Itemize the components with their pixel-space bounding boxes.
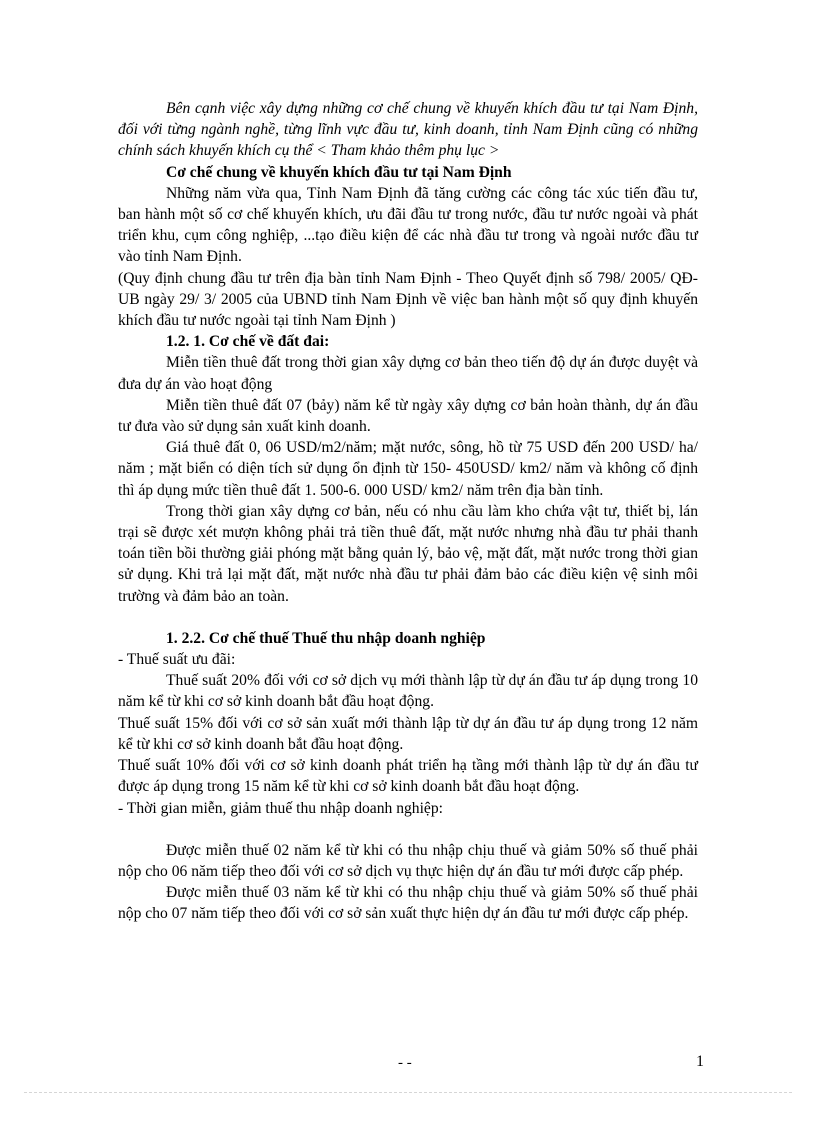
- spacer: [118, 819, 698, 840]
- paragraph: Miễn tiền thuê đất 07 (bảy) năm kể từ ngày xây dựng cơ bản hoàn thành, dự án đầu tư đưa vào sử dụng sản xuất kinh doanh.: [118, 396, 698, 436]
- page-bottom-divider: [24, 1092, 792, 1093]
- paragraph: Những năm vừa qua, Tỉnh Nam Định đã tăng cường các công tác xúc tiến đầu tư, ban hành một số cơ chế khuyến khích, ưu đãi đầu tư trong nước, đầu tư nước ngoài và phát triển khu, cụm công nghiệp, ...tạo điều kiện để các nhà đầu tư trong và ngoài nước đầu tư vào tỉnh Nam Định.: [118, 184, 698, 266]
- paragraph: Giá thuê đất 0, 06 USD/m2/năm; mặt nước, sông, hồ từ 75 USD đến 200 USD/ ha/ năm ; mặt biển có diện tích sử dụng ổn định từ 150- 450USD/ km2/ năm và không cố định thì áp dụng mức tiền thuê đất 1. 500-6. 000 USD/ km2/ năm trên địa bàn tỉnh.: [118, 439, 698, 499]
- intro-paragraph: Bên cạnh việc xây dựng những cơ chế chung về khuyến khích đầu tư tại Nam Định, đối với từng ngành nghề, từng lĩnh vực đầu tư, kinh doanh, tỉnh Nam Định cũng có những chính sách khuyến khích cụ thể < Tham khảo thêm phụ lục >: [118, 100, 698, 160]
- paragraph-regulation-note: (Quy định chung đầu tư trên địa bàn tỉnh Nam Định - Theo Quyết định số 798/ 2005/ QĐ-UB ngày 29/ 3/ 2005 của UBND tỉnh Nam Định về việc ban hành một số quy định khuyến khích đầu tư nước ngoài tại tỉnh Nam Định ): [118, 269, 698, 330]
- paragraph: Được miễn thuế 02 năm kể từ khi có thu nhập chịu thuế và giảm 50% số thuế phải nộp cho 06 năm tiếp theo đối với cơ sở dịch vụ thực hiện dự án đầu tư mới được cấp phép.: [118, 841, 698, 880]
- list-item-tax-incentive: - Thuế suất ưu đãi:: [118, 651, 236, 669]
- section-heading-general: Cơ chế chung về khuyến khích đầu tư tại Nam Định: [166, 163, 512, 181]
- page-number: 1: [696, 1053, 704, 1070]
- section-heading-land: 1.2. 1. Cơ chế về đất đai:: [166, 333, 330, 351]
- paragraph: Được miễn thuế 03 năm kể từ khi có thu nhập chịu thuế và giảm 50% số thuế phải nộp cho 07 năm tiếp theo đối với cơ sở sản xuất thực hiện dự án đầu tư mới được cấp phép.: [118, 884, 698, 923]
- spacer: [118, 607, 698, 628]
- list-item-tax-exemption: - Thời gian miễn, giảm thuế thu nhập doanh nghiệp:: [118, 799, 443, 817]
- paragraph: Miễn tiền thuê đất trong thời gian xây dựng cơ bản theo tiến độ dự án được duyệt và đưa dự án vào hoạt động: [118, 354, 698, 393]
- paragraph: Thuế suất 15% đối với cơ sở sản xuất mới thành lập từ dự án đầu tư áp dụng trong 12 năm kể từ khi cơ sở kinh doanh bắt đầu hoạt động.: [118, 714, 698, 753]
- paragraph: Thuế suất 20% đối với cơ sở dịch vụ mới thành lập từ dự án đầu tư áp dụng trong 10 năm kể từ khi cơ sở kinh doanh bắt đầu hoạt động.: [118, 672, 698, 711]
- footer-center-mark: - -: [398, 1055, 412, 1071]
- document-body: [118, 98, 698, 925]
- paragraph: Thuế suất 10% đối với cơ sở kinh doanh phát triển hạ tầng mới thành lập từ dự án đầu tư được áp dụng trong 15 năm kể từ khi cơ sở kinh doanh bắt đầu hoạt động.: [118, 757, 698, 796]
- section-heading-tax: 1. 2.2. Cơ chế thuế Thuế thu nhập doanh nghiệp: [166, 629, 486, 647]
- paragraph: Trong thời gian xây dựng cơ bản, nếu có nhu cầu làm kho chứa vật tư, thiết bị, lán trại sẽ được xét mượn không phải trả tiền thuê đất, mặt nước nhưng nhà đầu tư phải thanh toán tiền bồi thường giải phóng mặt bằng quản lý, bảo vệ, mặt đất, mặt nước trong thời gian sử dụng. Khi trả lại mặt đất, mặt nước nhà đầu tư phải đảm bảo các điều kiện vệ sinh môi trường và đảm bảo an toàn.: [118, 502, 698, 605]
